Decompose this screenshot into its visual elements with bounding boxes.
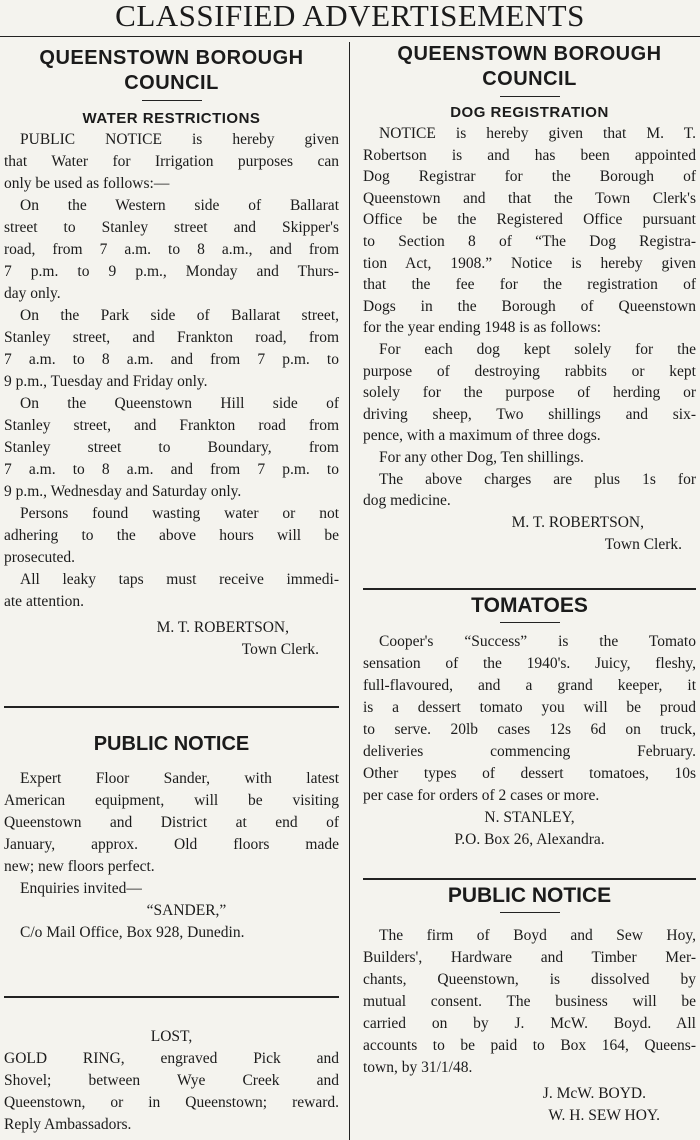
council-heading-line2: COUNCIL — [482, 68, 577, 90]
column-divider — [349, 42, 350, 1140]
water-body — [4, 129, 339, 613]
separator-rule — [4, 706, 339, 708]
text-line: Persons found wasting water or not — [20, 505, 339, 522]
text-line: Expert Floor Sander, with latest — [20, 770, 339, 787]
lost-body — [4, 1048, 339, 1136]
text-line: new; new floors perfect. — [4, 858, 155, 875]
text-line: For each dog kept solely for the — [379, 340, 696, 358]
sander-ad — [4, 732, 339, 944]
text-line: PUBLIC NOTICE is hereby given — [20, 131, 339, 148]
text-line: Reply Ambassadors. — [4, 1116, 132, 1133]
text-line: Dog Registrar for the Borough of — [363, 168, 696, 186]
boyd-body — [363, 925, 696, 1079]
text-line: for the year ending 1948 is as follows: — [363, 319, 602, 337]
text-line: Queenstown and District at end of — [4, 814, 339, 831]
water-restrictions-ad — [4, 46, 339, 661]
sander-name: “SANDER,” — [146, 902, 227, 919]
text-line: On the Western side of Ballarat — [20, 197, 339, 214]
text-line: road, from 7 a.m. to 8 a.m., and from — [4, 241, 339, 258]
separator-rule — [363, 878, 696, 880]
text-line: full-flavoured, and a grand keeper, it — [363, 677, 696, 694]
tomatoes-signature-name: N. STANLEY, — [484, 809, 575, 826]
text-line: prosecuted. — [4, 549, 76, 566]
text-line: street to Stanley street and Skipper's — [4, 219, 339, 236]
separator-rule — [4, 996, 339, 998]
text-line: carried on by J. McW. Boyd. All — [363, 1015, 696, 1032]
text-line: that Water for Irrigation purposes can — [4, 153, 339, 170]
text-line: On the Queenstown Hill side of — [20, 395, 339, 412]
dog-registration-ad — [363, 42, 696, 556]
text-line: 7 p.m. to 9 p.m., Monday and Thurs- — [4, 263, 339, 280]
text-line: only be used as follows:— — [4, 175, 170, 192]
tomatoes-heading: TOMATOES — [471, 594, 588, 617]
water-signature-name: M. T. ROBERTSON, — [156, 619, 289, 636]
text-line: Builders', Hardware and Timber Mer- — [363, 949, 696, 966]
separator-rule — [363, 588, 696, 590]
text-line: 9 p.m., Wednesday and Saturday only. — [4, 483, 242, 500]
lost-heading: LOST, — [150, 1028, 193, 1045]
text-line: mutual consent. The business will be — [363, 993, 696, 1010]
text-line: adhering to the above hours will be — [4, 527, 339, 544]
text-line: American equipment, will be visiting — [4, 792, 339, 809]
tomatoes-signature-address: P.O. Box 26, Alexandra. — [454, 831, 605, 848]
council-heading-line1: QUEENSTOWN BOROUGH — [397, 43, 662, 65]
text-line: tion Act, 1908.” Notice is hereby given — [363, 254, 696, 272]
text-line: Robertson is and has been appointed — [363, 146, 696, 164]
dog-body — [363, 123, 696, 512]
sander-address: C/o Mail Office, Box 928, Dunedin. — [20, 924, 245, 941]
water-signature-title: Town Clerk. — [241, 641, 319, 658]
masthead-title: CLASSIFIED ADVERTISEMENTS — [0, 0, 700, 37]
water-subheading: WATER RESTRICTIONS — [82, 110, 261, 127]
heading-rule — [500, 622, 560, 623]
council-heading-line1: QUEENSTOWN BOROUGH — [39, 47, 304, 69]
text-line: Office be the Registered Office pursuant — [363, 211, 696, 229]
heading-rule — [500, 912, 560, 913]
boyd-notice-ad — [363, 884, 696, 1127]
sander-body — [4, 768, 339, 900]
text-line: The firm of Boyd and Sew Hoy, — [379, 927, 696, 944]
text-line: driving sheep, Two shillings and six- — [363, 405, 696, 423]
text-line: 7 a.m. to 8 a.m. and from 7 p.m. to — [4, 351, 339, 368]
text-line: sensation of the 1940's. Juicy, fleshy, — [363, 655, 696, 672]
text-line: that the fee for the registration of — [363, 276, 696, 294]
text-line: ate attention. — [4, 593, 85, 610]
text-line: 7 a.m. to 8 a.m. and from 7 p.m. to — [4, 461, 339, 478]
text-line: Shovel; between Wye Creek and — [4, 1072, 339, 1089]
tomatoes-ad — [363, 594, 696, 851]
boyd-heading: PUBLIC NOTICE — [447, 884, 612, 907]
text-line: town, by 31/1/48. — [363, 1059, 473, 1076]
text-line: to Section 8 of “The Dog Registra- — [363, 232, 696, 250]
text-line: solely for the purpose of herding or — [363, 384, 696, 402]
text-line: The above charges are plus 1s for — [379, 470, 696, 488]
text-line: pence, with a maximum of three dogs. — [363, 427, 601, 445]
text-line: deliveries commencing February. — [363, 743, 696, 760]
text-line: Queenstown, or in Queenstown; reward. — [4, 1094, 339, 1111]
text-line: Stanley street, and Frankton road, from — [4, 329, 339, 346]
text-line: per case for orders of 2 cases or more. — [363, 787, 600, 804]
text-line: chants, Queenstown, is dissolved by — [363, 971, 696, 988]
lost-ad — [4, 1026, 339, 1136]
text-line: dog medicine. — [363, 492, 451, 510]
council-heading-line2: COUNCIL — [124, 72, 219, 94]
text-line: For any other Dog, Ten shillings. — [379, 448, 584, 466]
dog-signature-name: M. T. ROBERTSON, — [511, 513, 644, 531]
text-line: All leaky taps must receive immedi- — [20, 571, 339, 588]
text-line: Enquiries invited— — [20, 880, 142, 897]
text-line: NOTICE is hereby given that M. T. — [379, 125, 696, 142]
text-line: On the Park side of Ballarat street, — [20, 307, 339, 324]
council-heading — [363, 42, 696, 92]
text-line: to serve. 20lb cases 12s 6d on truck, — [363, 721, 696, 738]
text-line: is a dessert tomato you will be proud — [363, 699, 696, 716]
tomatoes-body — [363, 631, 696, 807]
text-line: Stanley street to Boundary, from — [4, 439, 339, 456]
boyd-signature-2: W. H. SEW HOY. — [548, 1107, 660, 1124]
text-line: 9 p.m., Tuesday and Friday only. — [4, 373, 208, 390]
text-line: purpose of destroying rabbits or kept — [363, 362, 696, 380]
text-line: GOLD RING, engraved Pick and — [4, 1050, 339, 1067]
text-line: Other types of dessert tomatoes, 10s — [363, 765, 696, 782]
dog-signature-title: Town Clerk. — [604, 535, 682, 553]
text-line: Cooper's “Success” is the Tomato — [379, 633, 696, 650]
boyd-signature-1: J. McW. BOYD. — [542, 1085, 646, 1102]
text-line: accounts to be paid to Box 164, Queens- — [363, 1037, 696, 1054]
text-line: January, approx. Old floors made — [4, 836, 339, 853]
council-heading — [4, 46, 339, 96]
text-line: Dogs in the Borough of Queenstown — [363, 297, 696, 315]
text-line: Queenstown and that the Town Clerk's — [363, 189, 696, 207]
text-line: day only. — [4, 285, 61, 302]
heading-rule — [500, 96, 560, 97]
sander-heading: PUBLIC NOTICE — [93, 733, 250, 755]
text-line: Stanley street, and Frankton road from — [4, 417, 339, 434]
heading-rule — [142, 100, 202, 101]
dog-subheading: DOG REGISTRATION — [450, 104, 609, 121]
